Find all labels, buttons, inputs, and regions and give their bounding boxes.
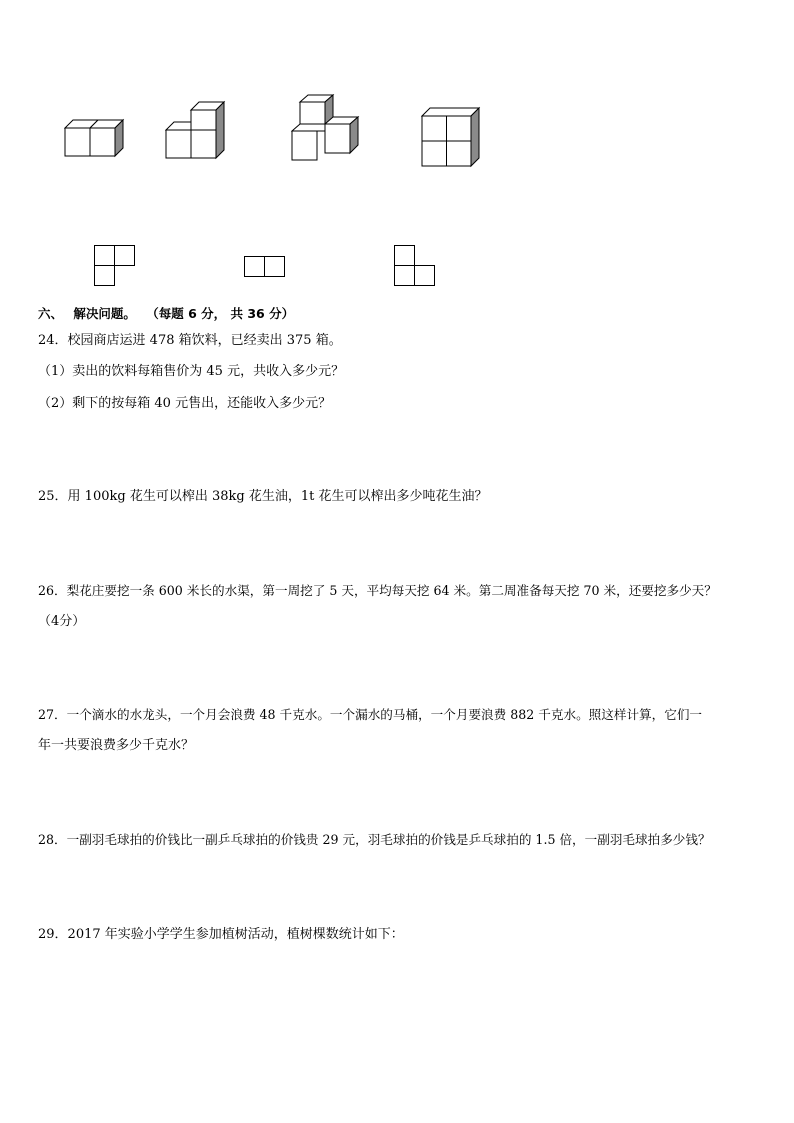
cube-figure-2 xyxy=(165,100,229,162)
cube-figure-1 xyxy=(64,116,128,160)
section-score-note: （每题 6 分， 共 36 分） xyxy=(146,306,295,321)
question-25: 25．用 100kg 花生可以榨出 38kg 花生油，1t 花生可以榨出多少吨花生油？ xyxy=(38,489,488,504)
question-26-line-2: （4分） xyxy=(38,614,86,629)
view-figure-1 xyxy=(94,245,136,287)
cube-figure-3 xyxy=(291,94,363,164)
question-28: 28．一副羽毛球拍的价钱比一副乒乓球拍的价钱贵 29 元，羽毛球拍的价钱是乒乓球拍的 1.5 倍，一副羽毛球拍多少钱？ xyxy=(38,832,711,847)
question-24-stem: 24．校园商店运进 478 箱饮料，已经卖出 375 箱。 xyxy=(38,333,342,348)
question-29: 29．2017 年实验小学学生参加植树活动，植树棵数统计如下： xyxy=(38,927,404,942)
cube-figure-4 xyxy=(421,106,485,170)
section-heading xyxy=(38,304,300,322)
section-title: 解决问题。 xyxy=(73,306,136,321)
section-number: 六、 xyxy=(38,306,64,321)
question-24-part-1: （1）卖出的饮料每箱售价为 45 元，共收入多少元？ xyxy=(38,364,345,379)
question-24-part-2: （2）剩下的按每箱 40 元售出，还能收入多少元？ xyxy=(38,396,332,411)
view-figure-2 xyxy=(244,256,286,278)
view-figure-3 xyxy=(394,245,436,287)
question-26-line-1: 26．梨花庄要挖一条 600 米长的水渠，第一周挖了 5 天，平均每天挖 64 米。第二周准备每天挖 70 米，还要挖多少天？ xyxy=(38,583,717,598)
question-27-line-1: 27．一个滴水的水龙头，一个月会浪费 48 千克水。一个漏水的马桶，一个月要浪费 882 千克水。照这样计算，它们一 xyxy=(38,707,703,722)
question-27-line-2: 年一共要浪费多少千克水？ xyxy=(38,738,195,753)
